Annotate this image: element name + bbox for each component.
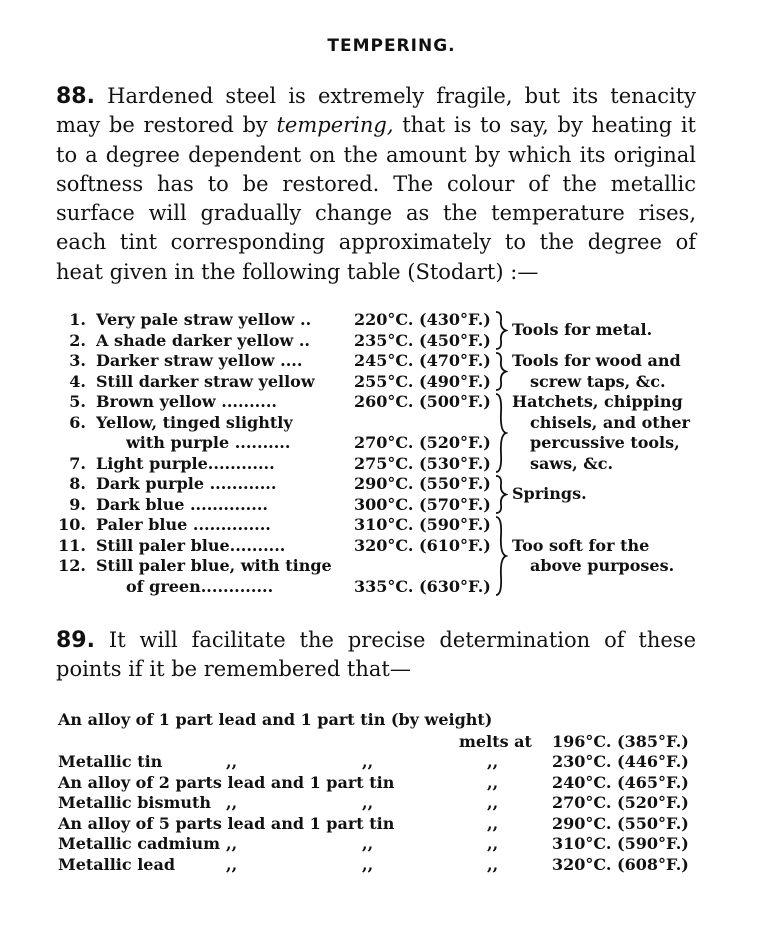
temperature-value: 260°C. (500°F.) — [354, 392, 491, 411]
row-number: 9. — [69, 494, 86, 514]
tempering-row — [58, 515, 498, 535]
ditto-mark: ,, — [487, 854, 499, 874]
temperature-value: 245°C. (470°F.) — [354, 351, 491, 370]
ditto-mark: ,, — [362, 834, 374, 853]
ditto-mark: ,, — [362, 752, 374, 771]
row-number: 10. — [58, 515, 86, 534]
use-label: saws, &c. — [530, 453, 614, 473]
tempering-row — [58, 413, 498, 433]
tempering-row — [58, 372, 498, 392]
colour-label: Dark purple ............ — [96, 474, 277, 493]
ditto-mark: ,, — [226, 752, 238, 771]
melting-temperature: 230°C. (446°F.) — [552, 752, 689, 771]
melting-temperature: 270°C. (520°F.) — [552, 793, 689, 812]
melting-temperature: 290°C. (550°F.) — [552, 813, 689, 833]
paragraph-88 — [56, 82, 696, 287]
ditto-mark: ,, — [226, 854, 238, 874]
substance-name: Metallic bismuth — [58, 793, 212, 812]
tempering-row — [58, 331, 498, 351]
ditto-mark: ,, — [487, 793, 499, 812]
paragraph-text: It will facilitate the precise determination of these points if it be remembered that— — [56, 628, 696, 682]
melting-intro: An alloy of 1 part lead and 1 part tin (by weight) — [58, 710, 493, 729]
temperature-value: 270°C. (520°F.) — [354, 433, 491, 452]
ditto-mark: ,, — [362, 854, 374, 874]
use-label: Tools for wood and — [512, 351, 681, 370]
row-number: 12. — [58, 556, 86, 575]
curly-brace — [494, 351, 508, 396]
colour-label: Still paler blue.......... — [96, 535, 286, 555]
temperature-value: 290°C. (550°F.) — [354, 474, 491, 493]
section-number: 89. — [56, 628, 95, 653]
tempering-row — [58, 454, 498, 474]
substance-name: An alloy of 2 parts lead and 1 part tin — [58, 772, 395, 792]
tempering-row — [58, 495, 498, 515]
temperature-value: 220°C. (430°F.) — [354, 310, 491, 329]
row-number: 4. — [69, 371, 86, 391]
use-label: above purposes. — [530, 556, 675, 575]
tempering-row — [58, 351, 498, 371]
tempering-row — [58, 392, 498, 412]
temperature-value: 300°C. (570°F.) — [354, 494, 491, 514]
colour-label: Still darker straw yellow — [96, 371, 315, 391]
temperature-value: 310°C. (590°F.) — [354, 515, 491, 534]
row-number: 7. — [69, 453, 86, 473]
tempering-row — [58, 556, 498, 576]
page-heading: TEMPERING. — [327, 36, 456, 56]
ditto-mark: ,, — [226, 793, 238, 812]
tempering-row — [58, 433, 498, 453]
row-number: 8. — [69, 474, 86, 493]
paragraph-89 — [56, 626, 696, 685]
colour-label: Darker straw yellow .... — [96, 351, 303, 370]
use-label: Tools for metal. — [512, 320, 653, 340]
colour-label: Light purple............ — [96, 453, 275, 473]
tempering-row — [58, 310, 498, 330]
ditto-mark: ,, — [226, 834, 238, 853]
row-number: 5. — [69, 392, 86, 411]
colour-label: Brown yellow .......... — [96, 392, 277, 411]
row-number: 1. — [69, 310, 86, 329]
temperature-value: 255°C. (490°F.) — [354, 371, 491, 391]
use-label: screw taps, &c. — [530, 371, 666, 391]
row-number: 6. — [69, 412, 86, 432]
colour-label: Very pale straw yellow .. — [96, 310, 312, 329]
colour-label: Still paler blue, with tinge — [96, 556, 332, 575]
row-number: 11. — [58, 535, 86, 555]
temperature-value: 320°C. (610°F.) — [354, 535, 491, 555]
use-label: Hatchets, chipping — [512, 392, 683, 411]
melting-temperature: 310°C. (590°F.) — [552, 834, 689, 853]
curly-brace — [494, 310, 508, 355]
colour-label: Yellow, tinged slightly — [96, 412, 293, 432]
melts-at-label: melts at — [459, 732, 532, 751]
curly-brace — [494, 515, 508, 601]
melting-temperature: 320°C. (608°F.) — [552, 854, 689, 874]
use-label: Springs. — [512, 484, 587, 504]
temperature-value: 335°C. (630°F.) — [354, 576, 491, 596]
paragraph-text: Hardened steel is extremely fragile, but its tenacity may be restored by — [56, 84, 696, 138]
temperature-value: 275°C. (530°F.) — [354, 453, 491, 473]
row-number: 3. — [69, 351, 86, 370]
emphasis-text: tempering, — [276, 113, 394, 138]
ditto-mark: ,, — [487, 834, 499, 853]
colour-label: Paler blue .............. — [96, 515, 271, 534]
substance-name: An alloy of 5 parts lead and 1 part tin — [58, 813, 395, 833]
substance-name: Metallic tin — [58, 752, 163, 771]
tempering-row — [58, 577, 498, 597]
colour-label: with purple .......... — [126, 433, 291, 452]
substance-name: Metallic cadmium — [58, 834, 221, 853]
melting-intro-temp: 196°C. (385°F.) — [552, 732, 689, 751]
ditto-mark: ,, — [487, 813, 499, 833]
tempering-row — [58, 474, 498, 494]
use-label: chisels, and other — [530, 412, 690, 432]
paragraph-text: that is to say, by heating it to a degree dependent on the amount by which its original softness has to be restored. The colour of the metallic surface will gradually change as the temperature rises, each tint corresponding approximately to the degree of heat given in the following table (Stodart) :— — [56, 113, 696, 284]
colour-label: of green............. — [126, 576, 274, 596]
section-number: 88. — [56, 84, 95, 109]
temperature-value: 235°C. (450°F.) — [354, 330, 491, 350]
use-label: percussive tools, — [530, 433, 680, 452]
curly-brace — [494, 392, 508, 478]
ditto-mark: ,, — [487, 752, 499, 771]
ditto-mark: ,, — [362, 793, 374, 812]
melting-temperature: 240°C. (465°F.) — [552, 772, 689, 792]
row-number: 2. — [69, 330, 86, 350]
tempering-row — [58, 536, 498, 556]
ditto-mark: ,, — [487, 772, 499, 792]
substance-name: Metallic lead — [58, 854, 176, 874]
curly-brace — [494, 474, 508, 519]
colour-label: Dark blue .............. — [96, 494, 268, 514]
use-label: Too soft for the — [512, 535, 650, 555]
colour-label: A shade darker yellow .. — [96, 330, 310, 350]
